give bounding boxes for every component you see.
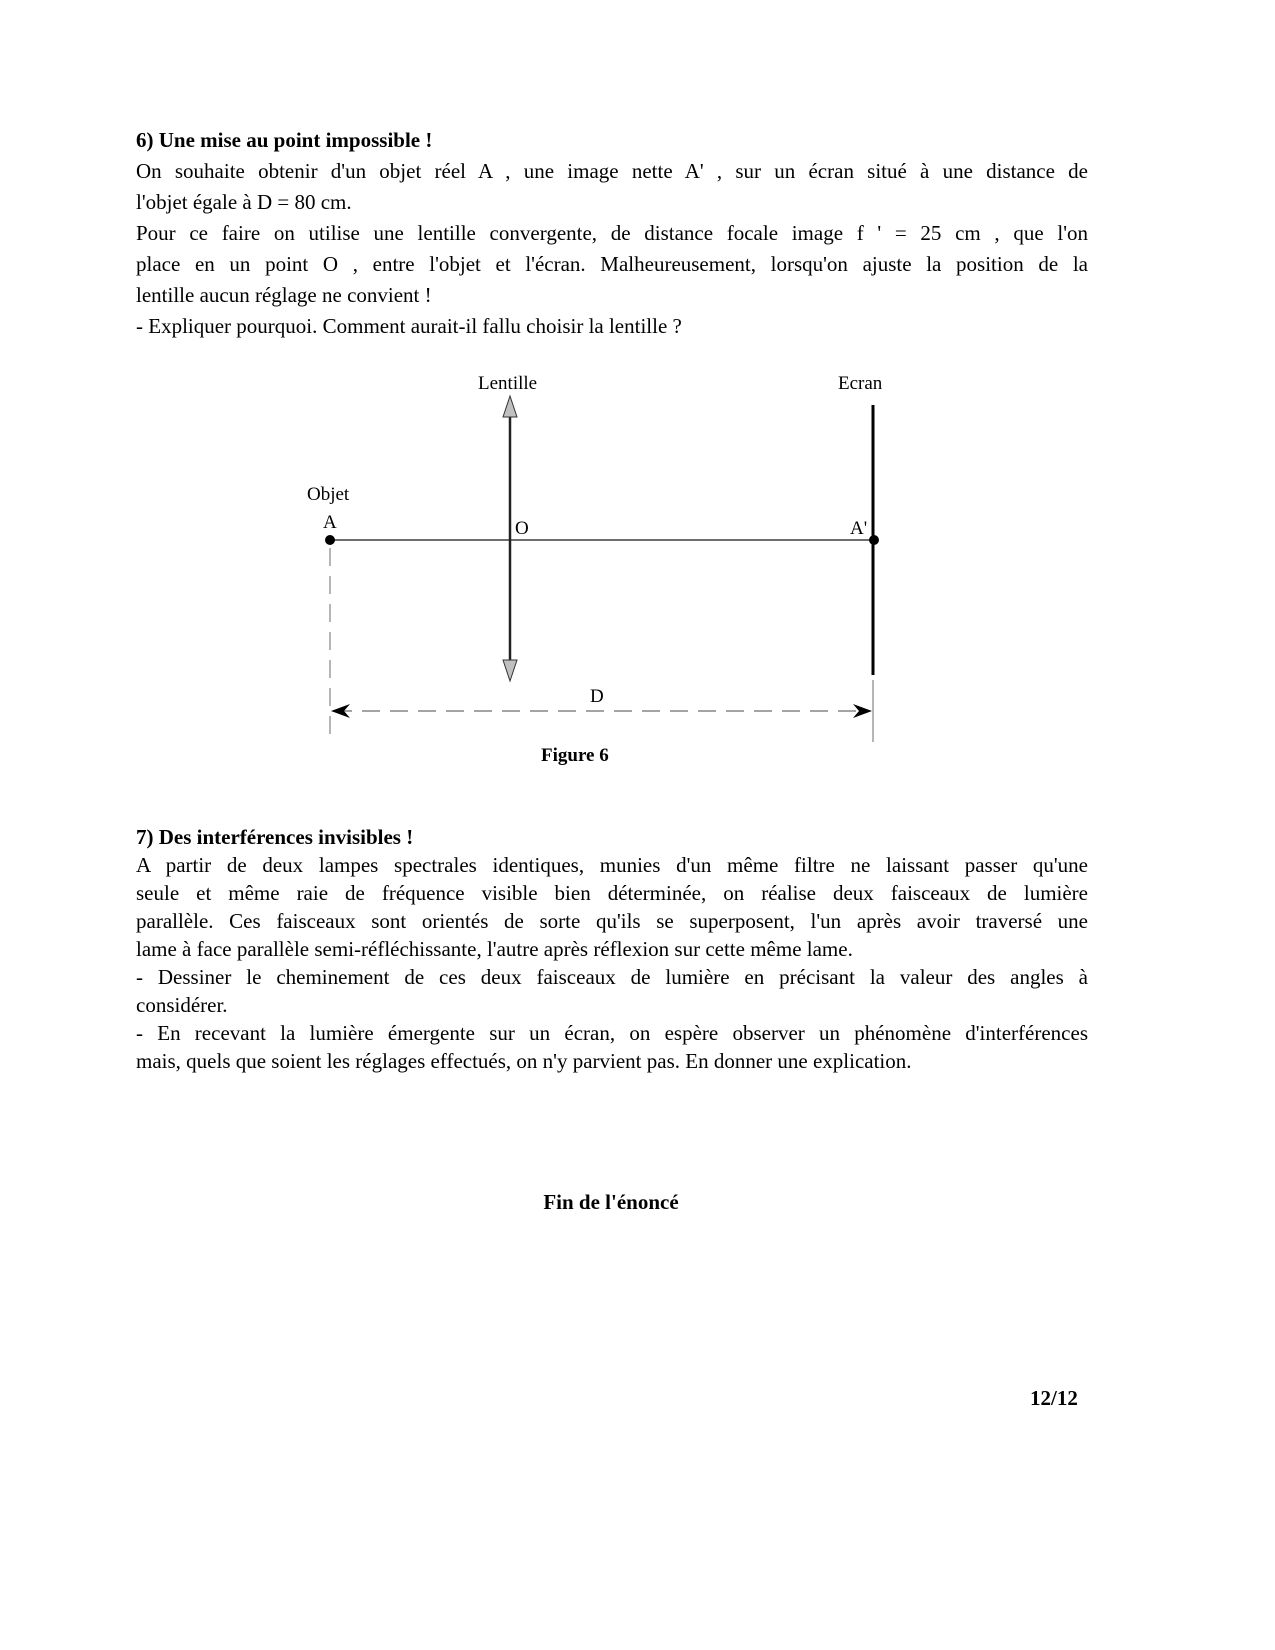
section-6-line: - Expliquer pourquoi. Comment aurait-il fallu choisir la lentille ? (136, 314, 682, 338)
section-7 (136, 823, 1088, 1075)
section-7-line: - Dessiner le cheminement de ces deux faisceaux de lumière en précisant la valeur des angles à (136, 965, 1088, 989)
object-point-A (325, 535, 335, 545)
section-6-heading: 6) Une mise au point impossible ! (136, 128, 433, 152)
screen-label: Ecran (838, 373, 883, 394)
section-6-line: On souhaite obtenir d'un objet réel A , une image nette A' , sur un écran situé à une distance de (136, 159, 1088, 183)
section-7-line: mais, quels que soient les réglages effectués, on n'y parvient pas. En donner une explication. (136, 1049, 912, 1073)
lens-top-arrowhead-icon (503, 396, 517, 417)
section-7-line: parallèle. Ces faisceaux sont orientés de sorte qu'ils se superposent, l'un après avoir traversé une (136, 909, 1088, 933)
page-number: 12/12 (1030, 1386, 1078, 1410)
section-7-line: - En recevant la lumière émergente sur un écran, on espère observer un phénomène d'interférences (136, 1021, 1088, 1045)
section-6-line: l'objet égale à D = 80 cm. (136, 190, 352, 214)
section-6-line: place en un point O , entre l'objet et l'écran. Malheureusement, lorsqu'on ajuste la position de la (136, 252, 1088, 276)
lens-bottom-arrowhead-icon (503, 660, 517, 681)
image-point-Aprime (869, 535, 879, 545)
section-7-line: considérer. (136, 993, 228, 1017)
section-7-heading: 7) Des interférences invisibles ! (136, 825, 414, 849)
distance-D-label: D (590, 686, 604, 707)
section-7-line: lame à face parallèle semi-réfléchissante, l'autre après réflexion sur cette même lame. (136, 937, 853, 961)
point-O-label: O (515, 518, 529, 539)
figure-caption: Figure 6 (541, 745, 609, 766)
section-7-line: A partir de deux lampes spectrales identiques, munies d'un même filtre ne laissant passer qu'une (136, 853, 1088, 877)
section-6-line: Pour ce faire on utilise une lentille convergente, de distance focale image f ' = 25 cm , que l'on (136, 221, 1088, 245)
section-7-line: seule et même raie de fréquence visible bien déterminée, on réalise deux faisceaux de lumière (136, 881, 1088, 905)
lens-label: Lentille (478, 373, 538, 394)
point-Aprime-label: A' (850, 518, 868, 539)
end-of-statement: Fin de l'énoncé (543, 1190, 679, 1214)
object-label: Objet (307, 484, 350, 505)
point-A-label: A (323, 512, 337, 533)
section-6-line: lentille aucun réglage ne convient ! (136, 283, 432, 307)
